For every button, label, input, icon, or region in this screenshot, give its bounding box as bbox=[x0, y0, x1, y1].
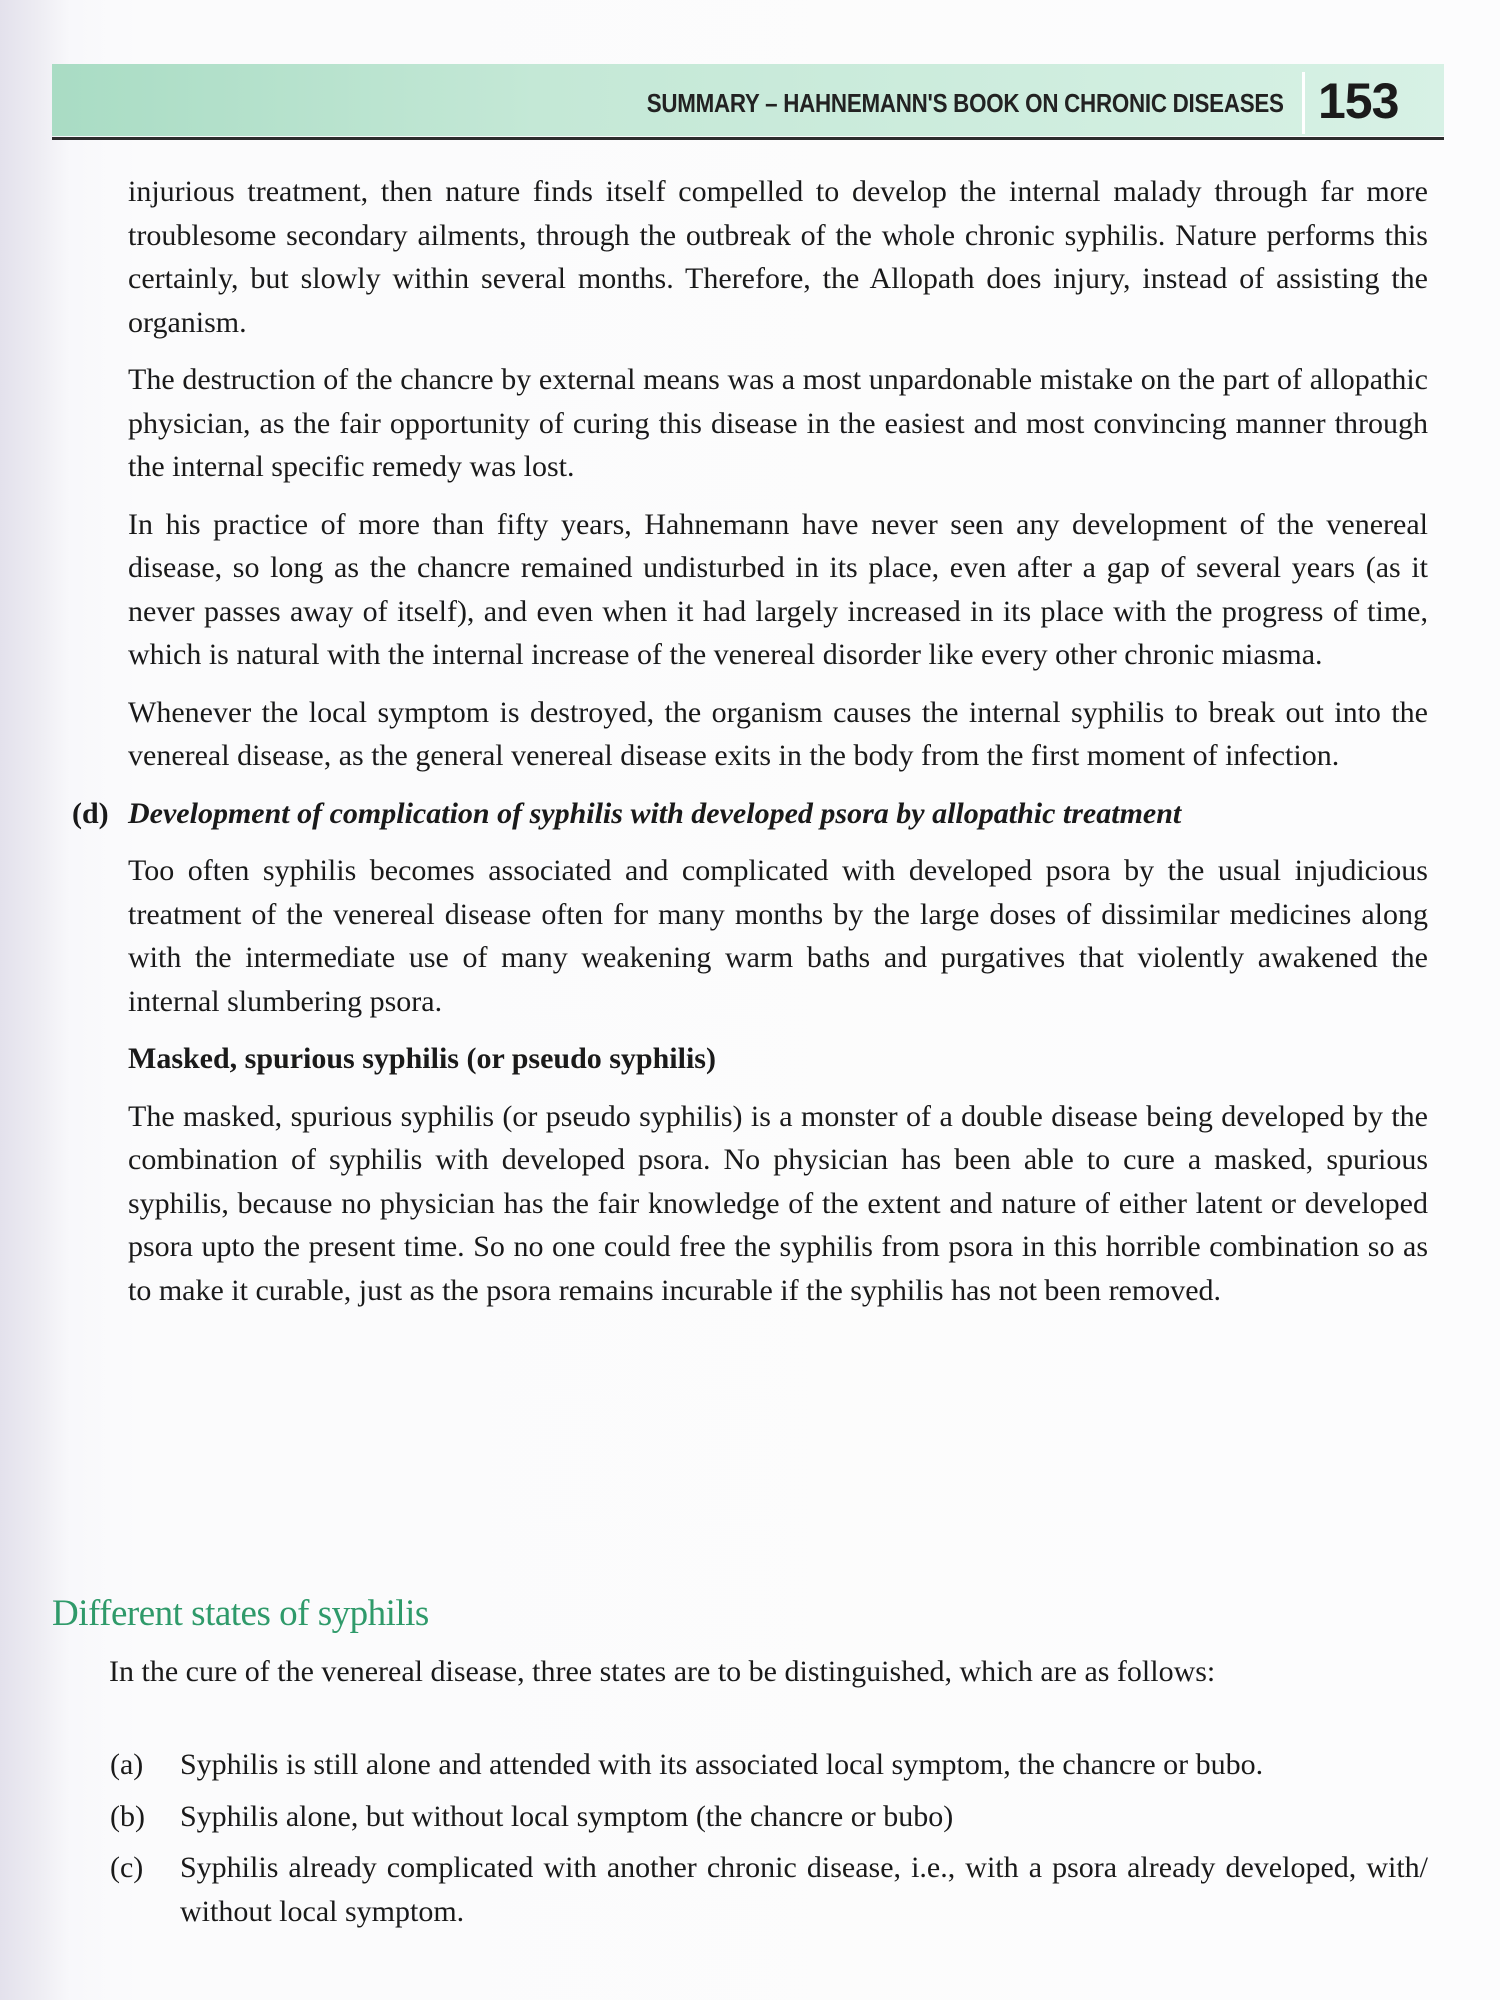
paragraph-masked-syphilis: The masked, spurious syphilis (or pseudo syphilis) is a monster of a double disease being developed by the combination of syphilis with developed psora. No physician has been able to cure a masked, spurious syphilis, because no physician has the fair knowledge of the extent and nature of either latent or developed psora upto the present time. So no one could free the syphilis from psora in this horrible combination so as to make it curable, just as the psora remains incurable if the syphilis has not been removed. bbox=[128, 1099, 1428, 1307]
list-item bbox=[110, 1846, 1428, 1933]
paragraph-hahnemann-practice: In his practice of more than fifty years, Hahnemann have never seen any development of the venereal disease, so long as the chancre remained undisturbed in its place, even after a gap of several years (as it never passes away of itself), and even when it had largely increased in its place with the progress of time, which is natural with the internal increase of the venereal disorder like every other chronic miasma. bbox=[128, 507, 1428, 671]
subheading-masked-syphilis: Masked, spurious syphilis (or pseudo syphilis) bbox=[128, 1042, 716, 1075]
section-intro: In the cure of the venereal disease, three states are to be distinguished, which are as follows: bbox=[109, 1655, 1216, 1688]
header-divider bbox=[1302, 72, 1305, 134]
list-item-label: (b) bbox=[110, 1799, 145, 1833]
list-item-text: Syphilis already complicated with another chronic disease, i.e., with a psora already developed, with/ without local symptom. bbox=[180, 1851, 1428, 1928]
paragraph-chancre-destruction: The destruction of the chancre by external means was a most unpardonable mistake on the part of allopathic physician, as the fair opportunity of curing this disease in the easiest and most convincing manner through the internal specific remedy was lost. bbox=[128, 363, 1428, 483]
paragraph-complication: Too often syphilis becomes associated and complicated with developed psora by the usual injudicious treatment of the venereal disease often for many months by the large doses of dissimilar medicines along with the intermediate use of many weakening warm baths and purgatives that violently awakened the internal slumbering psora. bbox=[128, 854, 1428, 1018]
page-number: 153 bbox=[1318, 73, 1399, 129]
body-text bbox=[72, 170, 1428, 1326]
list-item-label: (a) bbox=[110, 1748, 144, 1781]
list-item-label: (c) bbox=[110, 1851, 144, 1884]
list-item bbox=[110, 1795, 1428, 1839]
list-item-text: Syphilis alone, but without local symptom (the chancre or bubo) bbox=[180, 1799, 954, 1833]
section-title: Different states of syphilis bbox=[52, 1593, 429, 1634]
list-item-text: Syphilis is still alone and attended with its associated local symptom, the chancre or bubo. bbox=[180, 1748, 1264, 1781]
running-header-title: SUMMARY – HAHNEMANN'S BOOK ON CHRONIC DISEASES bbox=[647, 88, 1284, 118]
subheading-d-marker: (d) bbox=[72, 796, 109, 830]
header-rule bbox=[52, 137, 1444, 140]
paragraph-local-symptom: Whenever the local symptom is destroyed, the organism causes the internal syphilis to break out into the venereal disease, as the general venereal disease exits in the body from the first moment of infection. bbox=[128, 695, 1428, 772]
subheading-d bbox=[72, 792, 1428, 836]
list-item bbox=[110, 1743, 1428, 1787]
paragraph-injurious-treatment: injurious treatment, then nature finds itself compelled to develop the internal malady through far more troublesome secondary ailments, through the outbreak of the whole chronic syphilis. Nature performs this certainly, but slowly within several months. Therefore, the Allopath does injury, instead of assisting the organism. bbox=[128, 175, 1428, 339]
subheading-d-text: Development of complication of syphilis with developed psora by allopathic treatment bbox=[128, 796, 1182, 830]
states-list bbox=[110, 1743, 1428, 1941]
